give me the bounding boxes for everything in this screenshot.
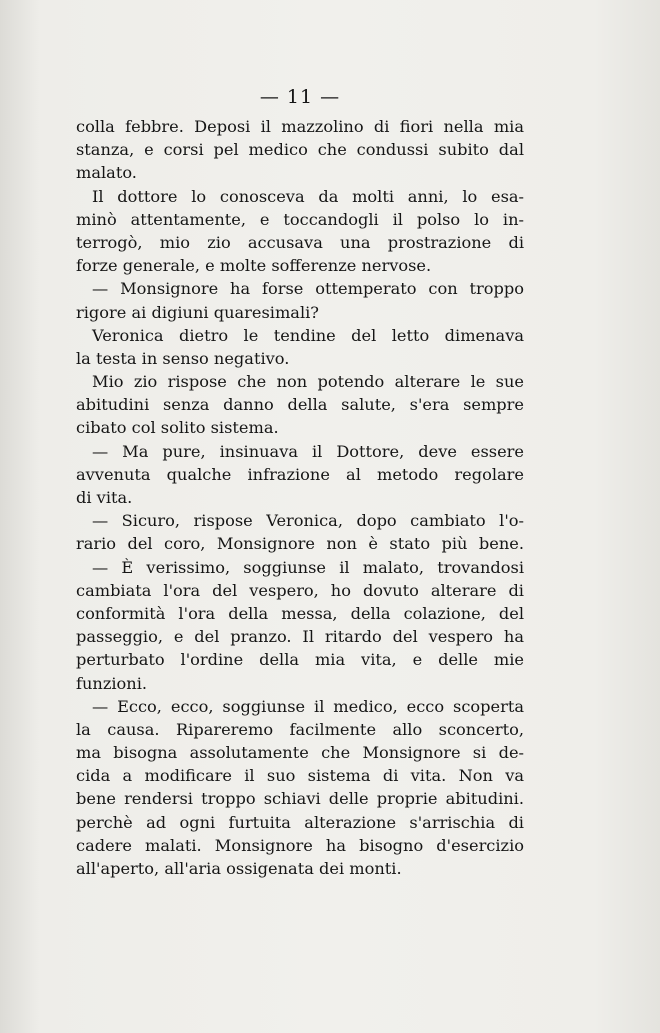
text-line: Mio zio rispose che non potendo alterare le sue <box>92 372 524 392</box>
text-line: cadere malati. Monsignore ha bisogno d'esercizio <box>76 835 524 855</box>
text-line: cibato col solito sistema. <box>76 418 279 438</box>
text-line: — Ecco, ecco, soggiunse il medico, ecco scoperta <box>92 696 524 716</box>
text-line: rigore ai digiuni quaresimali? <box>76 302 319 322</box>
text-line: la causa. Ripareremo facilmente allo sconcerto, <box>76 719 524 739</box>
text-line: malato. <box>76 163 137 183</box>
text-line: — È verissimo, soggiunse il malato, trovandosi <box>92 557 524 577</box>
page-number: — 11 — <box>259 86 341 108</box>
text-line: abitudini senza danno della salute, s'era sempre <box>76 395 524 415</box>
text-line: — Sicuro, rispose Veronica, dopo cambiato l'o- <box>92 511 524 531</box>
text-line: bene rendersi troppo schiavi delle proprie abitudini. <box>76 789 524 809</box>
text-line: — Ma pure, insinuava il Dottore, deve essere <box>92 441 524 461</box>
text-line: la testa in senso negativo. <box>76 348 290 368</box>
text-line: ma bisogna assolutamente che Monsignore si de- <box>76 743 524 763</box>
text-line: avvenuta qualche infrazione al metodo regolare <box>76 464 524 484</box>
text-line: stanza, e corsi pel medico che condussi subito dal <box>76 140 524 160</box>
text-line: funzioni. <box>76 673 148 693</box>
text-line: — Monsignore ha forse ottemperato con troppo <box>92 279 524 299</box>
text-line: passeggio, e del pranzo. Il ritardo del vespero ha <box>76 627 524 647</box>
text-line: Veronica dietro le tendine del letto dimenava <box>92 325 524 345</box>
text-line: cambiata l'ora del vespero, ho dovuto alterare di <box>76 580 524 600</box>
text-line: Il dottore lo conosceva da molti anni, lo esa- <box>92 186 524 206</box>
text-line: terrogò, mio zio accusava una prostrazione di <box>76 232 524 252</box>
text-line: conformità l'ora della messa, della colazione, del <box>76 603 524 623</box>
body-text <box>76 115 524 880</box>
text-line: di vita. <box>76 488 133 507</box>
text-line: perchè ad ogni furtuita alterazione s'arrischia di <box>76 812 524 832</box>
text-line: cida a modificare il suo sistema di vita. Non va <box>76 766 524 786</box>
text-line: rario del coro, Monsignore non è stato più bene. <box>76 534 524 554</box>
text-line: minò attentamente, e toccandogli il polso lo in- <box>76 209 524 229</box>
text-line: forze generale, e molte sofferenze nervose. <box>76 256 432 276</box>
text-line: colla febbre. Deposi il mazzolino di fiori nella mia <box>76 117 524 136</box>
text-line: perturbato l'ordine della mia vita, e delle mie <box>76 650 524 670</box>
text-line: all'aperto, all'aria ossigenata dei monti. <box>76 859 402 878</box>
